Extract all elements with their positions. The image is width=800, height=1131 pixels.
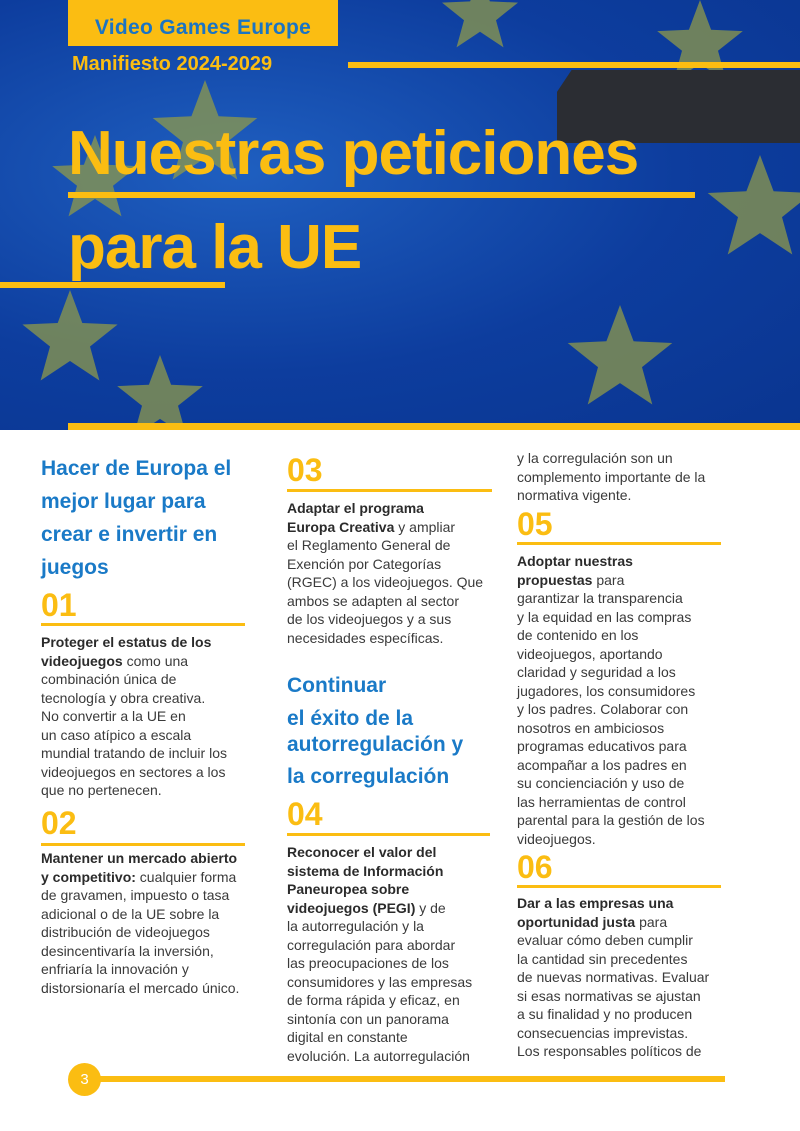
item-text [287, 499, 483, 647]
page-title-line2: para la UE [68, 213, 362, 282]
item-body: y ampliar el Reglamento General de Exención por Categorías (RGEC) a los videojuegos. Que ambos se adapten al sector de los videojuegos y a sus necesidades específicas. [287, 518, 484, 646]
item-rule [41, 843, 245, 846]
item-text [41, 633, 227, 800]
brand-label: Video Games Europe [68, 0, 338, 46]
item-bold: Adaptar el programa Europa Creativa [287, 500, 424, 535]
item-rule [287, 833, 490, 836]
item-number: 04 [287, 796, 323, 832]
hero-banner [0, 0, 800, 430]
title-underline-2 [0, 282, 225, 288]
title-underline [68, 192, 695, 198]
item-number: 05 [517, 506, 553, 542]
section-heading: crear e invertir en [41, 523, 218, 546]
section-heading: el éxito de la [287, 707, 414, 730]
item-bold: Mantener un mercado abierto y competitivo: [41, 850, 238, 885]
item-bold: Dar a las empresas una oportunidad justa [517, 895, 674, 930]
star-icon [568, 305, 673, 405]
star-icon [657, 0, 743, 81]
section-heading: Hacer de Europa el [41, 457, 232, 480]
item-rule [517, 542, 721, 545]
item-bold: Adoptar nuestras propuestas [517, 553, 633, 588]
item-number: 03 [287, 452, 323, 488]
star-icon [22, 290, 117, 381]
item-body: para garantizar la transparencia y la equidad en las compras de contenido en los videojuegos, aportando claridad y seguridad a los jugadores, los consumidores y los padres. Colaborar con nosotros en ambiciosos programas educativos para acompañar a los padres en su concienciación y uso de las herramientas de control parental para la gestión de los videojuegos. [517, 571, 705, 847]
section-heading: autorregulación y [287, 733, 464, 756]
subtitle-rule [348, 62, 800, 68]
footer-rule [95, 1076, 725, 1082]
item-body: y de la autorregulación y la corregulación para abordar las preocupaciones de los consumidores y las empresas de forma rápida y eficaz, en sintonía con un panorama digital en constante evolución. La autorregulación [287, 899, 473, 1064]
section-heading: mejor lugar para [41, 490, 206, 513]
item-text [287, 843, 472, 1065]
manifesto-subtitle: Manifiesto 2024-2029 [72, 53, 273, 75]
item-number: 01 [41, 587, 77, 623]
item-rule [517, 885, 721, 888]
star-icon [708, 155, 800, 255]
hero-bottom-rule [68, 423, 800, 430]
star-icon [442, 0, 518, 47]
item-text-continued: y la corregulación son un complemento importante de la normativa vigente. [517, 450, 706, 503]
item-number: 06 [517, 849, 553, 885]
item-number: 02 [41, 805, 77, 841]
item-body: como una combinación única de tecnología y obra creativa. No convertir a la UE en un caso atípico a escala mundial tratando de incluir los videojuegos en sectores a los que no pertenecen. [41, 652, 227, 798]
section-heading: juegos [41, 556, 109, 579]
section-heading: la corregulación [287, 765, 450, 788]
item-bold: Reconocer el valor del sistema de Información Paneuropea sobre videojuegos (PEGI) [287, 844, 444, 916]
item-body: para evaluar cómo deben cumplir la cantidad sin precedentes de nuevas normativas. Evaluar si esas normativas se ajustan a su finalidad y no producen consecuencias imprevistas. Los responsables políticos de [517, 913, 710, 1059]
item-text [517, 894, 709, 1061]
item-body: cualquier forma de gravamen, impuesto o tasa adicional o de la UE sobre la distribución de videojuegos desincentivaría la inversión, enfriaría la innovación y distorsionaría el mercado único. [41, 868, 240, 996]
item-text [517, 552, 705, 848]
star-icon [117, 355, 203, 430]
item-rule [41, 623, 245, 626]
page-title-line1: Nuestras peticiones [68, 119, 639, 188]
item-text [41, 849, 239, 997]
section-heading: Continuar [287, 674, 387, 697]
item-rule [287, 489, 492, 492]
item-bold: Proteger el estatus de los videojuegos [41, 634, 212, 669]
page-number: 3 [68, 1063, 101, 1096]
